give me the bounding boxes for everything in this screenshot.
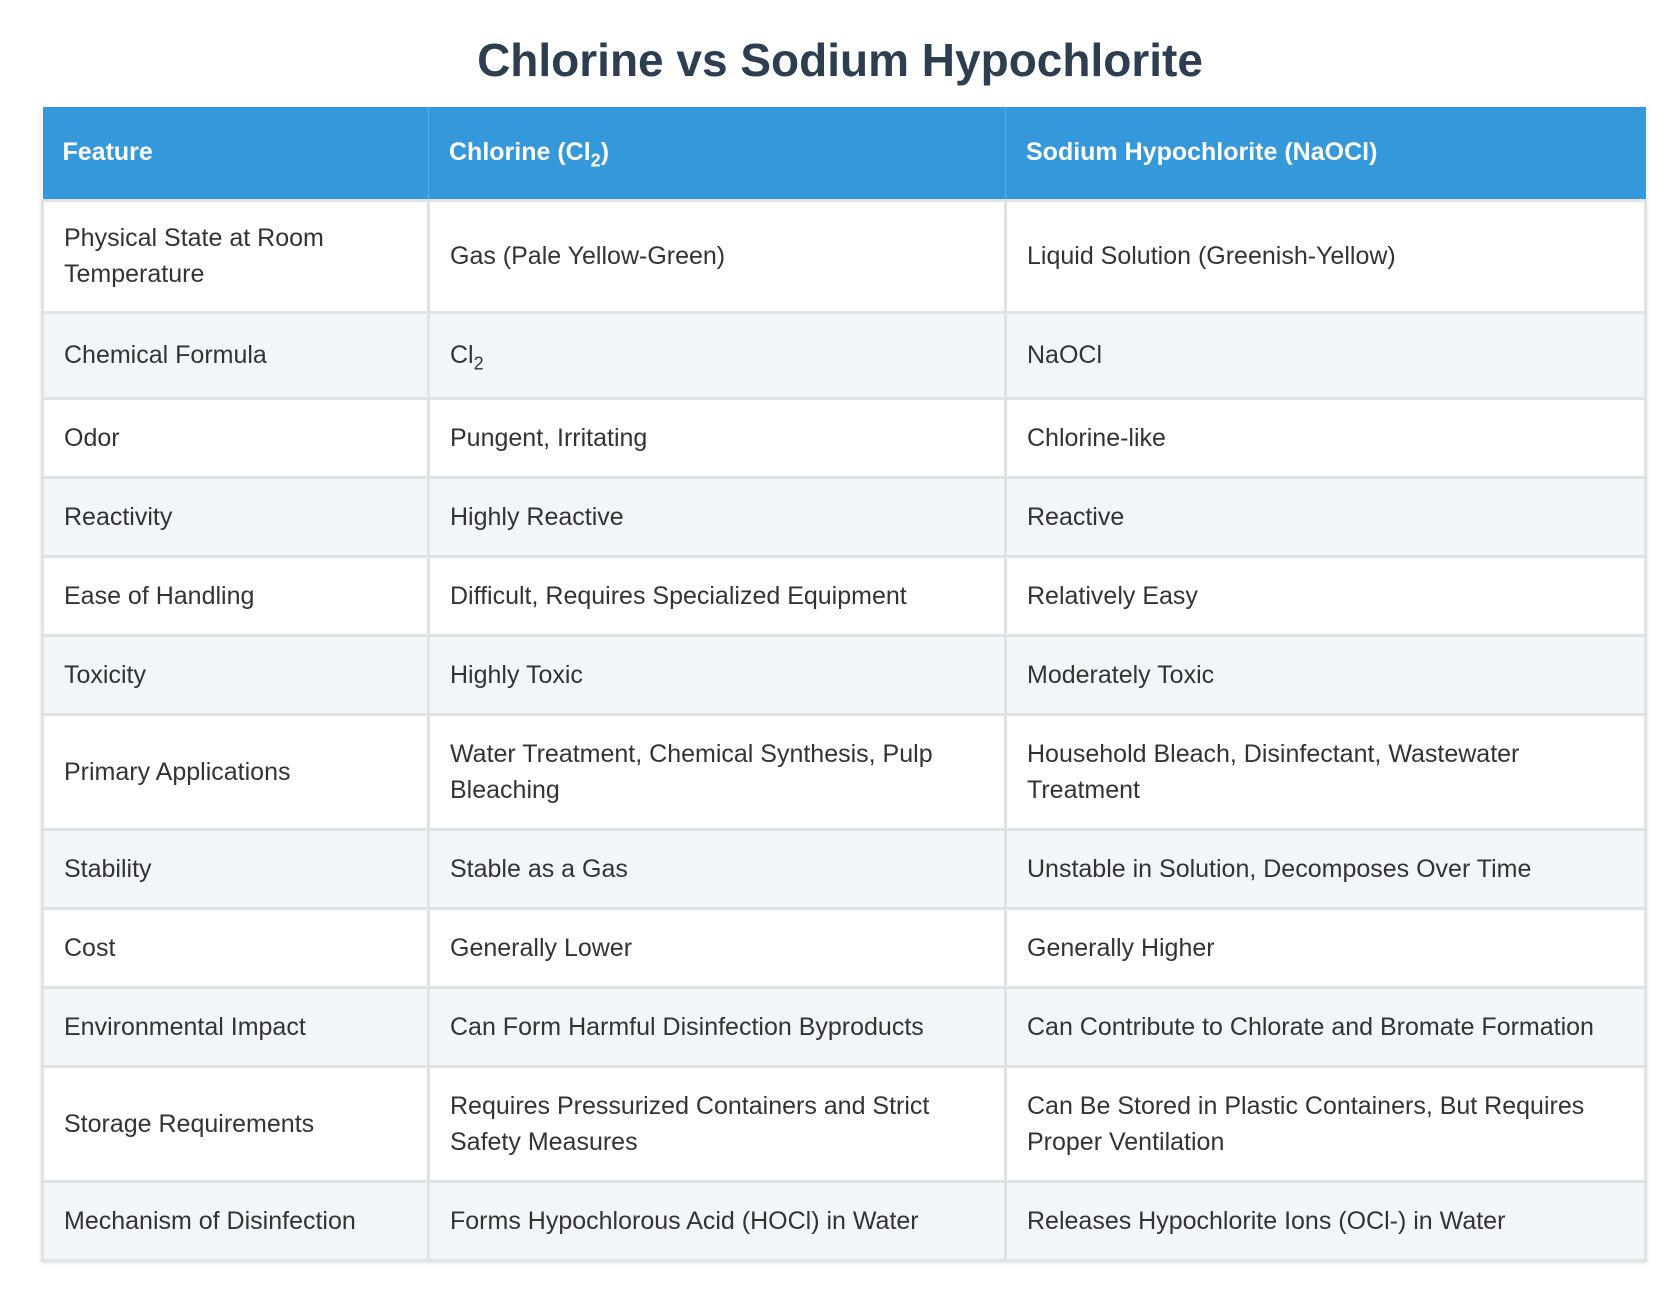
hypochlorite-cell: Liquid Solution (Greenish-Yellow) <box>1006 200 1646 312</box>
chlorine-cell: Gas (Pale Yellow-Green) <box>429 200 1006 312</box>
table-row <box>43 635 1646 714</box>
header-chlorine <box>429 107 1006 200</box>
table-row <box>43 714 1646 829</box>
feature-cell: Ease of Handling <box>43 556 429 635</box>
feature-cell: Stability <box>43 829 429 908</box>
table-row <box>43 987 1646 1066</box>
chlorine-cell: Highly Reactive <box>429 477 1006 556</box>
hypochlorite-cell: Moderately Toxic <box>1006 635 1646 714</box>
header-chlorine-subscript: 2 <box>590 150 601 171</box>
chlorine-cell: Water Treatment, Chemical Synthesis, Pulp Bleaching <box>429 714 1006 829</box>
chlorine-cell: Forms Hypochlorous Acid (HOCl) in Water <box>429 1181 1006 1260</box>
chlorine-cell: Generally Lower <box>429 908 1006 987</box>
chlorine-formula-subscript: 2 <box>473 353 484 374</box>
hypochlorite-cell: Releases Hypochlorite Ions (OCl-) in Water <box>1006 1181 1646 1260</box>
table-header-row <box>43 107 1646 200</box>
feature-cell: Mechanism of Disinfection <box>43 1181 429 1260</box>
chlorine-cell: Pungent, Irritating <box>429 398 1006 477</box>
table-row <box>43 556 1646 635</box>
comparison-table <box>41 107 1647 1262</box>
header-chlorine-text: Chlorine (Cl <box>449 138 591 167</box>
chlorine-cell: Stable as a Gas <box>429 829 1006 908</box>
feature-cell: Storage Requirements <box>43 1066 429 1181</box>
hypochlorite-cell: Unstable in Solution, Decomposes Over Time <box>1006 829 1646 908</box>
hypochlorite-cell: Chlorine-like <box>1006 398 1646 477</box>
feature-cell: Chemical Formula <box>43 312 429 398</box>
feature-cell: Primary Applications <box>43 714 429 829</box>
header-chlorine-close: ) <box>600 138 610 167</box>
chlorine-cell: Difficult, Requires Specialized Equipment <box>429 556 1006 635</box>
chlorine-cell <box>429 312 1006 398</box>
hypochlorite-cell: Can Contribute to Chlorate and Bromate Formation <box>1006 987 1646 1066</box>
hypochlorite-cell: NaOCl <box>1006 312 1646 398</box>
chlorine-cell: Requires Pressurized Containers and Strict Safety Measures <box>429 1066 1006 1181</box>
feature-cell: Cost <box>43 908 429 987</box>
hypochlorite-cell: Can Be Stored in Plastic Containers, But Requires Proper Ventilation <box>1006 1066 1646 1181</box>
table-row <box>43 908 1646 987</box>
table-row <box>43 398 1646 477</box>
hypochlorite-cell: Reactive <box>1006 477 1646 556</box>
header-feature: Feature <box>43 107 429 200</box>
chlorine-cell: Can Form Harmful Disinfection Byproducts <box>429 987 1006 1066</box>
hypochlorite-cell: Generally Higher <box>1006 908 1646 987</box>
table-row <box>43 1066 1646 1181</box>
table-row <box>43 477 1646 556</box>
table-row <box>43 829 1646 908</box>
feature-cell: Environmental Impact <box>43 987 429 1066</box>
table-row <box>43 312 1646 398</box>
feature-cell: Physical State at Room Temperature <box>43 200 429 312</box>
hypochlorite-cell: Household Bleach, Disinfectant, Wastewater Treatment <box>1006 714 1646 829</box>
page-title: Chlorine vs Sodium Hypochlorite <box>477 34 1203 86</box>
header-hypochlorite: Sodium Hypochlorite (NaOCl) <box>1006 107 1646 200</box>
feature-cell: Odor <box>43 398 429 477</box>
table-row <box>43 1181 1646 1260</box>
hypochlorite-cell: Relatively Easy <box>1006 556 1646 635</box>
chlorine-cell: Highly Toxic <box>429 635 1006 714</box>
chlorine-formula-text: Cl <box>450 341 474 369</box>
feature-cell: Toxicity <box>43 635 429 714</box>
feature-cell: Reactivity <box>43 477 429 556</box>
table-row <box>43 200 1646 312</box>
